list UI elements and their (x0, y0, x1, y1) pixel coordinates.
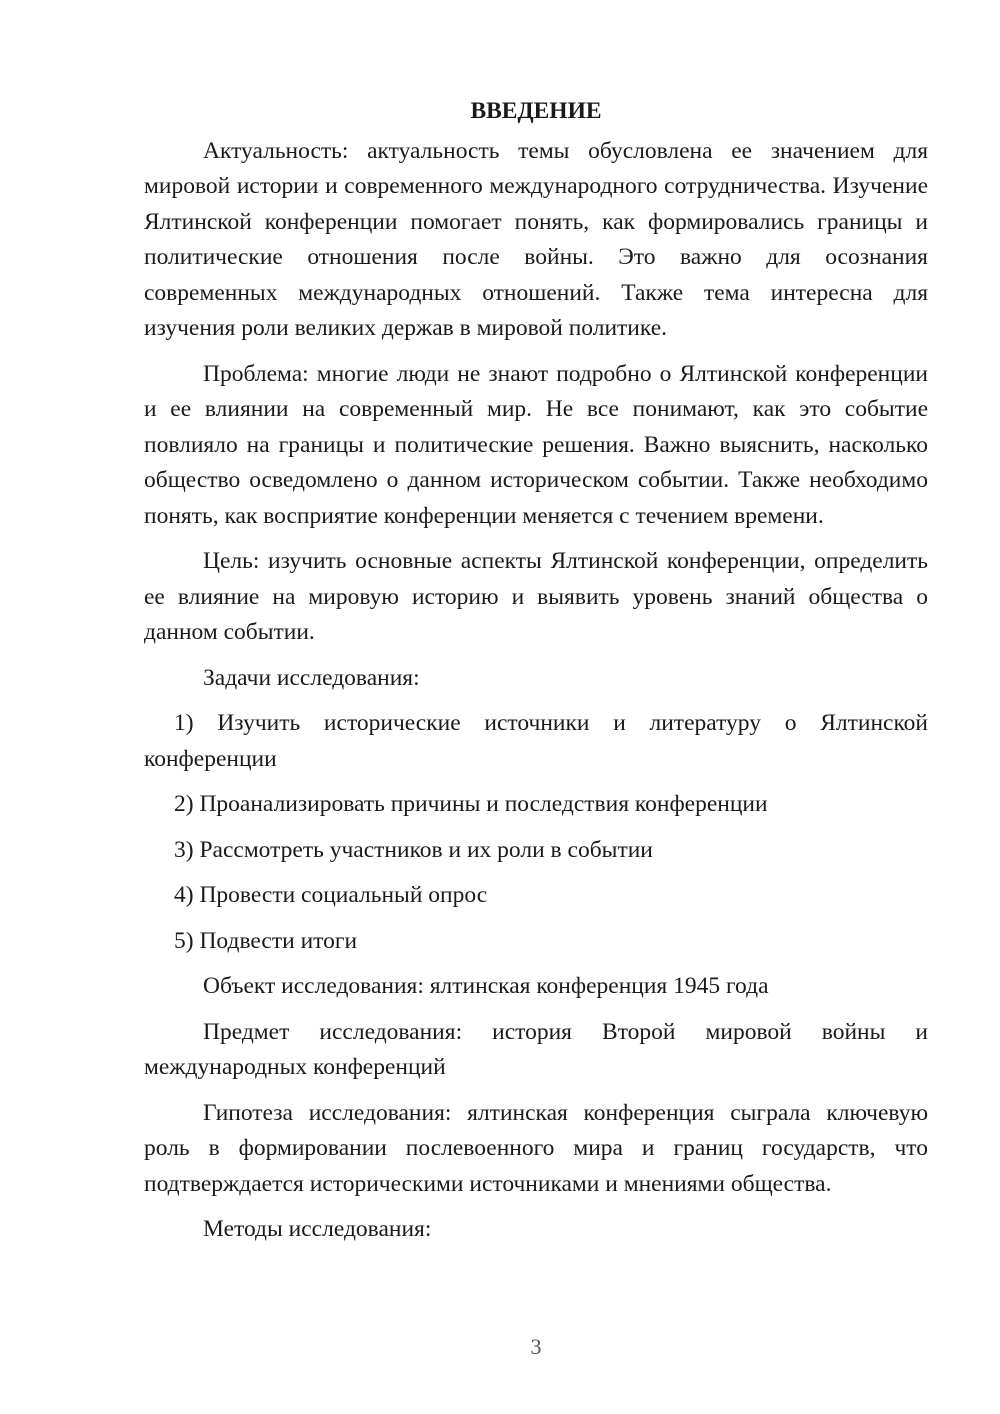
task-text: Проанализировать причины и последствия конференции (199, 791, 768, 817)
task-number: 2) (174, 791, 194, 817)
task-item (144, 787, 928, 823)
task-item (144, 833, 928, 869)
task-number: 1) (174, 710, 194, 736)
document-body (144, 94, 928, 1258)
problem-paragraph: Проблема: многие люди не знают подробно о Ялтинской конференции и ее влиянии на современный мир. Не все понимают, как это событие повлияло на границы и политические решения. Важно выяснить, насколько общество осведомлено о данном историческом событии. Также необходимо понять, как восприятие конференции меняется с течением времени. (144, 360, 928, 529)
task-number: 4) (174, 882, 194, 908)
relevance-paragraph: Актуальность: актуальность темы обусловлена ее значением для мировой истории и современного международного сотрудничества. Изучение Ялтинской конференции помогает понять, как формировались границы и политические отношения после войны. Это важно для осознания современных международных отношений. Также тема интересна для изучения роли великих держав в мировой политике. (144, 137, 928, 341)
task-text: Изучить исторические источники и литературу о Ялтинской конференции (144, 710, 928, 772)
task-text: Рассмотреть участников и их роли в событии (199, 836, 653, 863)
hypothesis-paragraph: Гипотеза исследования: ялтинская конференция сыграла ключевую роль в формировании послевоенного мира и границ государств, что подтверждается историческими источниками и мнениями общества. (144, 1099, 928, 1197)
task-item (144, 706, 928, 777)
page-title: ВВЕДЕНИЕ (470, 98, 602, 124)
subject-paragraph: Предмет исследования: история Второй мировой войны и международных конференций (144, 1018, 928, 1080)
object-paragraph: Объект исследования: ялтинская конференция 1945 года (203, 973, 769, 999)
task-item (144, 878, 928, 914)
task-number: 5) (174, 927, 194, 954)
task-number: 3) (174, 836, 194, 863)
tasks-heading: Задачи исследования: (203, 664, 420, 691)
goal-paragraph: Цель: изучить основные аспекты Ялтинской конференции, определить ее влияние на мировую историю и выявить уровень знаний общества о данном событии. (144, 548, 928, 645)
task-text: Провести социальный опрос (199, 882, 488, 908)
task-text: Подвести итоги (199, 927, 358, 954)
methods-paragraph: Методы исследования: (203, 1216, 432, 1242)
page-number: 3 (530, 1334, 542, 1359)
task-item (144, 924, 928, 960)
